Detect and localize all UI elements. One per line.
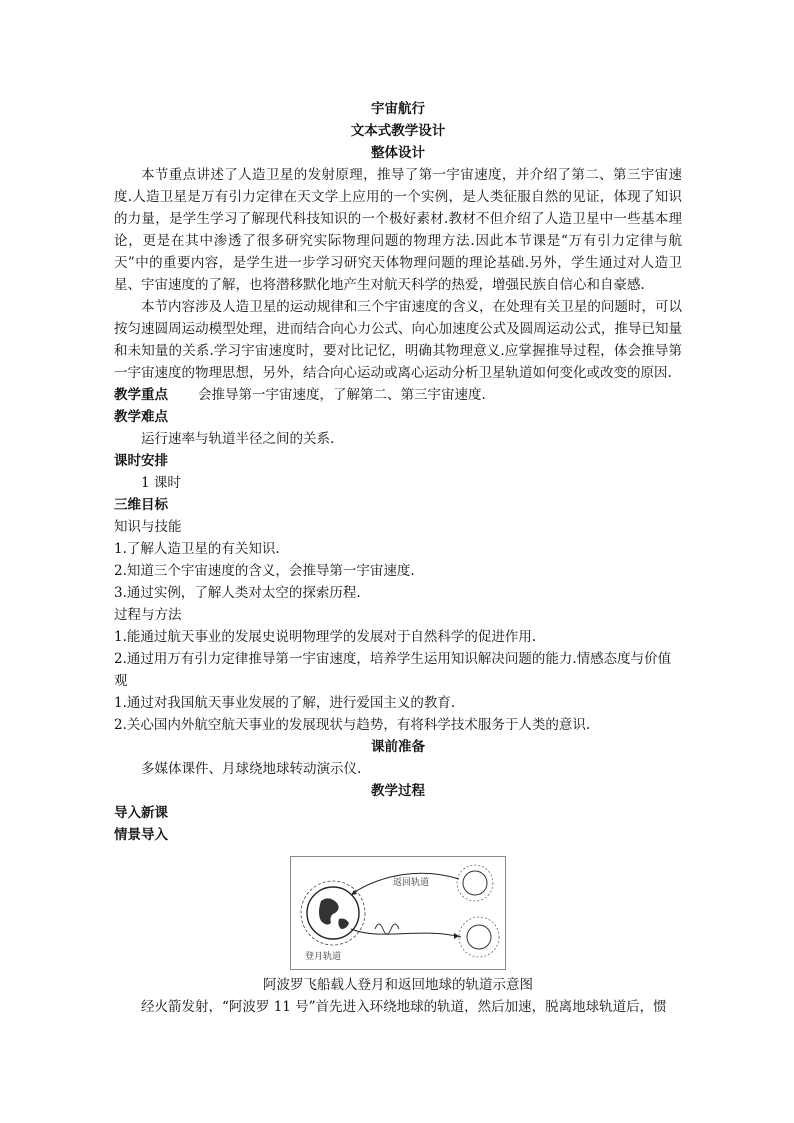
- emotion-item: 2.关心国内外航空航天事业的发展现状与趋势，有将科学技术服务于人类的意识.: [114, 717, 591, 733]
- difficulty-text: 运行速率与轨道半径之间的关系.: [141, 431, 335, 447]
- prep-label: 课前准备: [371, 739, 425, 755]
- schedule-label: 课时安排: [114, 453, 168, 469]
- process-label: 教学过程: [371, 783, 425, 799]
- apollo-orbit-diagram: [291, 857, 505, 969]
- figure-caption: 阿波罗飞船载人登月和返回地球的轨道示意图: [263, 977, 533, 993]
- document-page: [114, 98, 682, 1018]
- knowledge-label: 知识与技能: [114, 519, 182, 535]
- apollo-orbit-figure: [290, 856, 506, 970]
- key-points-row: [114, 384, 682, 406]
- key-points-label: 教学重点: [114, 387, 168, 403]
- process-method-item: 2.通过用万有引力定律推导第一宇宙速度，培养学生运用知识解决问题的能力.情感态度与价值观: [114, 651, 672, 689]
- scene-label: 情景导入: [114, 827, 168, 843]
- document-subtitle: 文本式教学设计: [350, 123, 446, 139]
- knowledge-item: 3.通过实例，了解人类对太空的探索历程.: [114, 585, 361, 601]
- earth-icon: [301, 881, 365, 945]
- emotion-item: 1.通过对我国航天事业发展的了解，进行爱国主义的教育.: [114, 695, 456, 711]
- landing-trajectory: [351, 929, 461, 937]
- document-title: 宇宙航行: [371, 101, 425, 117]
- prep-text: 多媒体课件、月球绕地球转动演示仪.: [141, 761, 362, 777]
- knowledge-item: 2.知道三个宇宙速度的含义，会推导第一宇宙速度.: [114, 563, 415, 579]
- return-orbit-label: 返回轨道: [393, 878, 430, 888]
- apollo-paragraph: 经火箭发射，“阿波罗 11 号”首先进入环绕地球的轨道，然后加速，脱离地球轨道后，惯: [141, 999, 667, 1015]
- moon-icon: [457, 865, 499, 957]
- schedule-text: 1 课时: [141, 475, 181, 491]
- difficulty-label: 教学难点: [114, 409, 168, 425]
- knowledge-item: 1.了解人造卫星的有关知识.: [114, 541, 280, 557]
- process-method-label: 过程与方法: [114, 607, 182, 623]
- key-points-text: 会推导第一宇宙速度，了解第二、第三宇宙速度.: [198, 387, 486, 403]
- landing-orbit-label: 登月轨道: [305, 952, 342, 962]
- overview-paragraph-2: 本节内容涉及人造卫星的运动规律和三个宇宙速度的含义，在处理有关卫星的问题时，可以按匀速圆周运动模型处理，进而结合向心力公式、向心加速度公式及圆周运动公式，推导已知量和未知量的关系.学习宇宙速度时，要对比记忆，明确其物理意义.应掌握推导过程，体会推导第一宇宙速度的物理思想，另外，结合向心运动或离心运动分析卫星轨道如何变化或改变的原因.: [114, 299, 682, 381]
- process-method-item: 1.能通过航天事业的发展史说明物理学的发展对于自然科学的促进作用.: [114, 629, 537, 645]
- goals-label: 三维目标: [114, 497, 168, 513]
- section-title-overall-design: 整体设计: [371, 145, 425, 161]
- overview-paragraph-1: 本节重点讲述了人造卫星的发射原理，推导了第一宇宙速度，并介绍了第二、第三宇宙速度.人造卫星是万有引力定律在天文学上应用的一个实例，是人类征服自然的见证，体现了知识的力量，是学生学习了解现代科技知识的一个极好素材.教材不但介绍了人造卫星中一些基本理论，更是在其中渗透了很多研究实际物理问题的物理方法.因此本节课是“万有引力定律与航天”中的重要内容，是学生进一步学习研究天体物理问题的理论基础.另外，学生通过对人造卫星、宇宙速度的了解，也将潜移默化地产生对航天科学的热爱，增强民族自信心和自豪感.: [114, 167, 682, 293]
- intro-label: 导入新课: [114, 805, 168, 821]
